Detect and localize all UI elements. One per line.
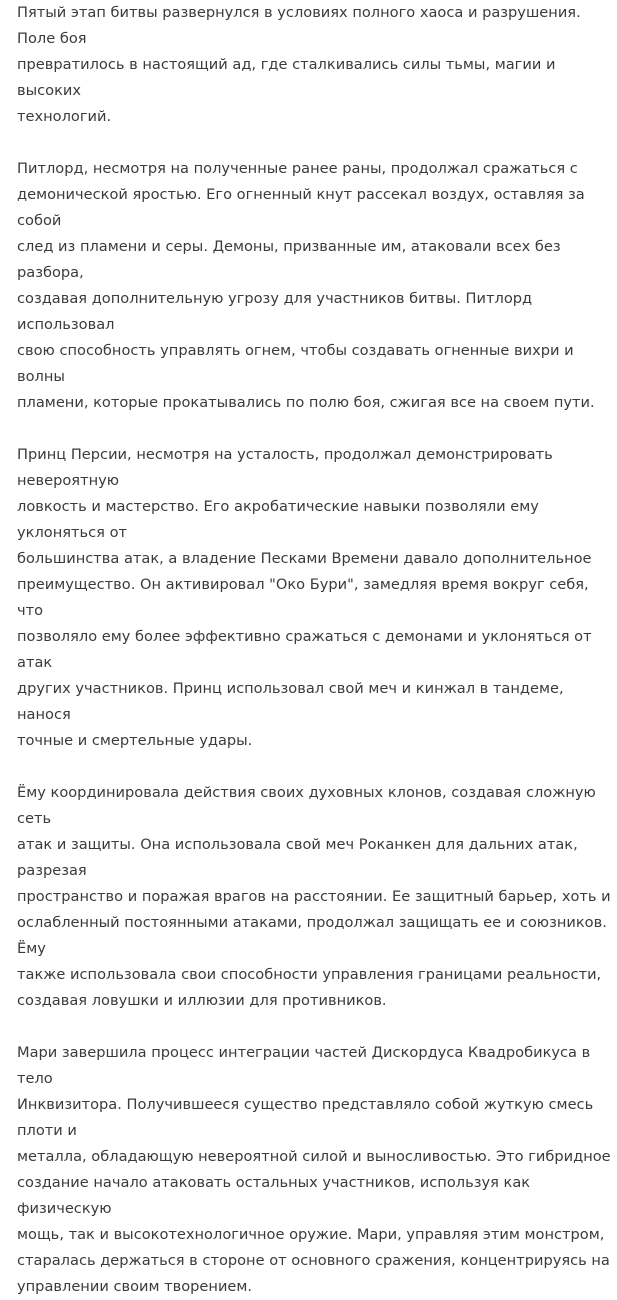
paragraph-prince-of-persia: Принц Персии, несмотря на усталость, продолжал демонстрировать невероятную ловкость и мастерство. Его акробатические навыки позволяли ему уклоняться от большинства атак, а владение Песками Времени давало дополнительное преимущество. Он активировал "Око Бури", замедляя время вокруг себя, что позволяло ему более эффективно сражаться с демонами и уклоняться от атак других участников. Принц использовал свой меч и кинжал в тандеме, нанося точные и смертельные удары. [17, 446, 592, 749]
paragraph-youmu: Ёму координировала действия своих духовных клонов, создавая сложную сеть атак и защиты. Она использовала свой меч Роканкен для дальних атак, разрезая пространство и поражая врагов на расстоянии. Ее защитный барьер, хоть и ослабленный постоянными атаками, продолжал защищать ее и союзников. Ёму также использовала свои способности управления границами реальности, создавая ловушки и иллюзии для противников. [17, 784, 611, 1009]
paragraph-mari: Мари завершила процесс интеграции частей Дискордуса Квадробикуса в тело Инквизитора. Получившееся существо представляло собой жуткую смесь плоти и металла, обладающую невероятной силой и выносливостью. Это гибридное создание начало атаковать остальных участников, используя как физическую мощь, так и высокотехнологичное оружие. Мари, управляя этим монстром, старалась держаться в стороне от основного сражения, концентрируясь на управлении своим творением. [17, 1044, 611, 1295]
paragraph-stage-five-intro: Пятый этап битвы развернулся в условиях полного хаоса и разрушения. Поле боя превратилось в настоящий ад, где сталкивались силы тьмы, магии и высоких технологий. [17, 4, 581, 125]
story-document [17, 0, 613, 1300]
paragraph-pitlord: Питлорд, несмотря на полученные ранее раны, продолжал сражаться с демонической яростью. Его огненный кнут рассекал воздух, оставляя за собой след из пламени и серы. Демоны, призванные им, атаковали всех без разбора, создавая дополнительную угрозу для участников битвы. Питлорд использовал свою способность управлять огнем, чтобы создавать огненные вихри и волны пламени, которые прокатывались по полю боя, сжигая все на своем пути. [17, 160, 595, 411]
